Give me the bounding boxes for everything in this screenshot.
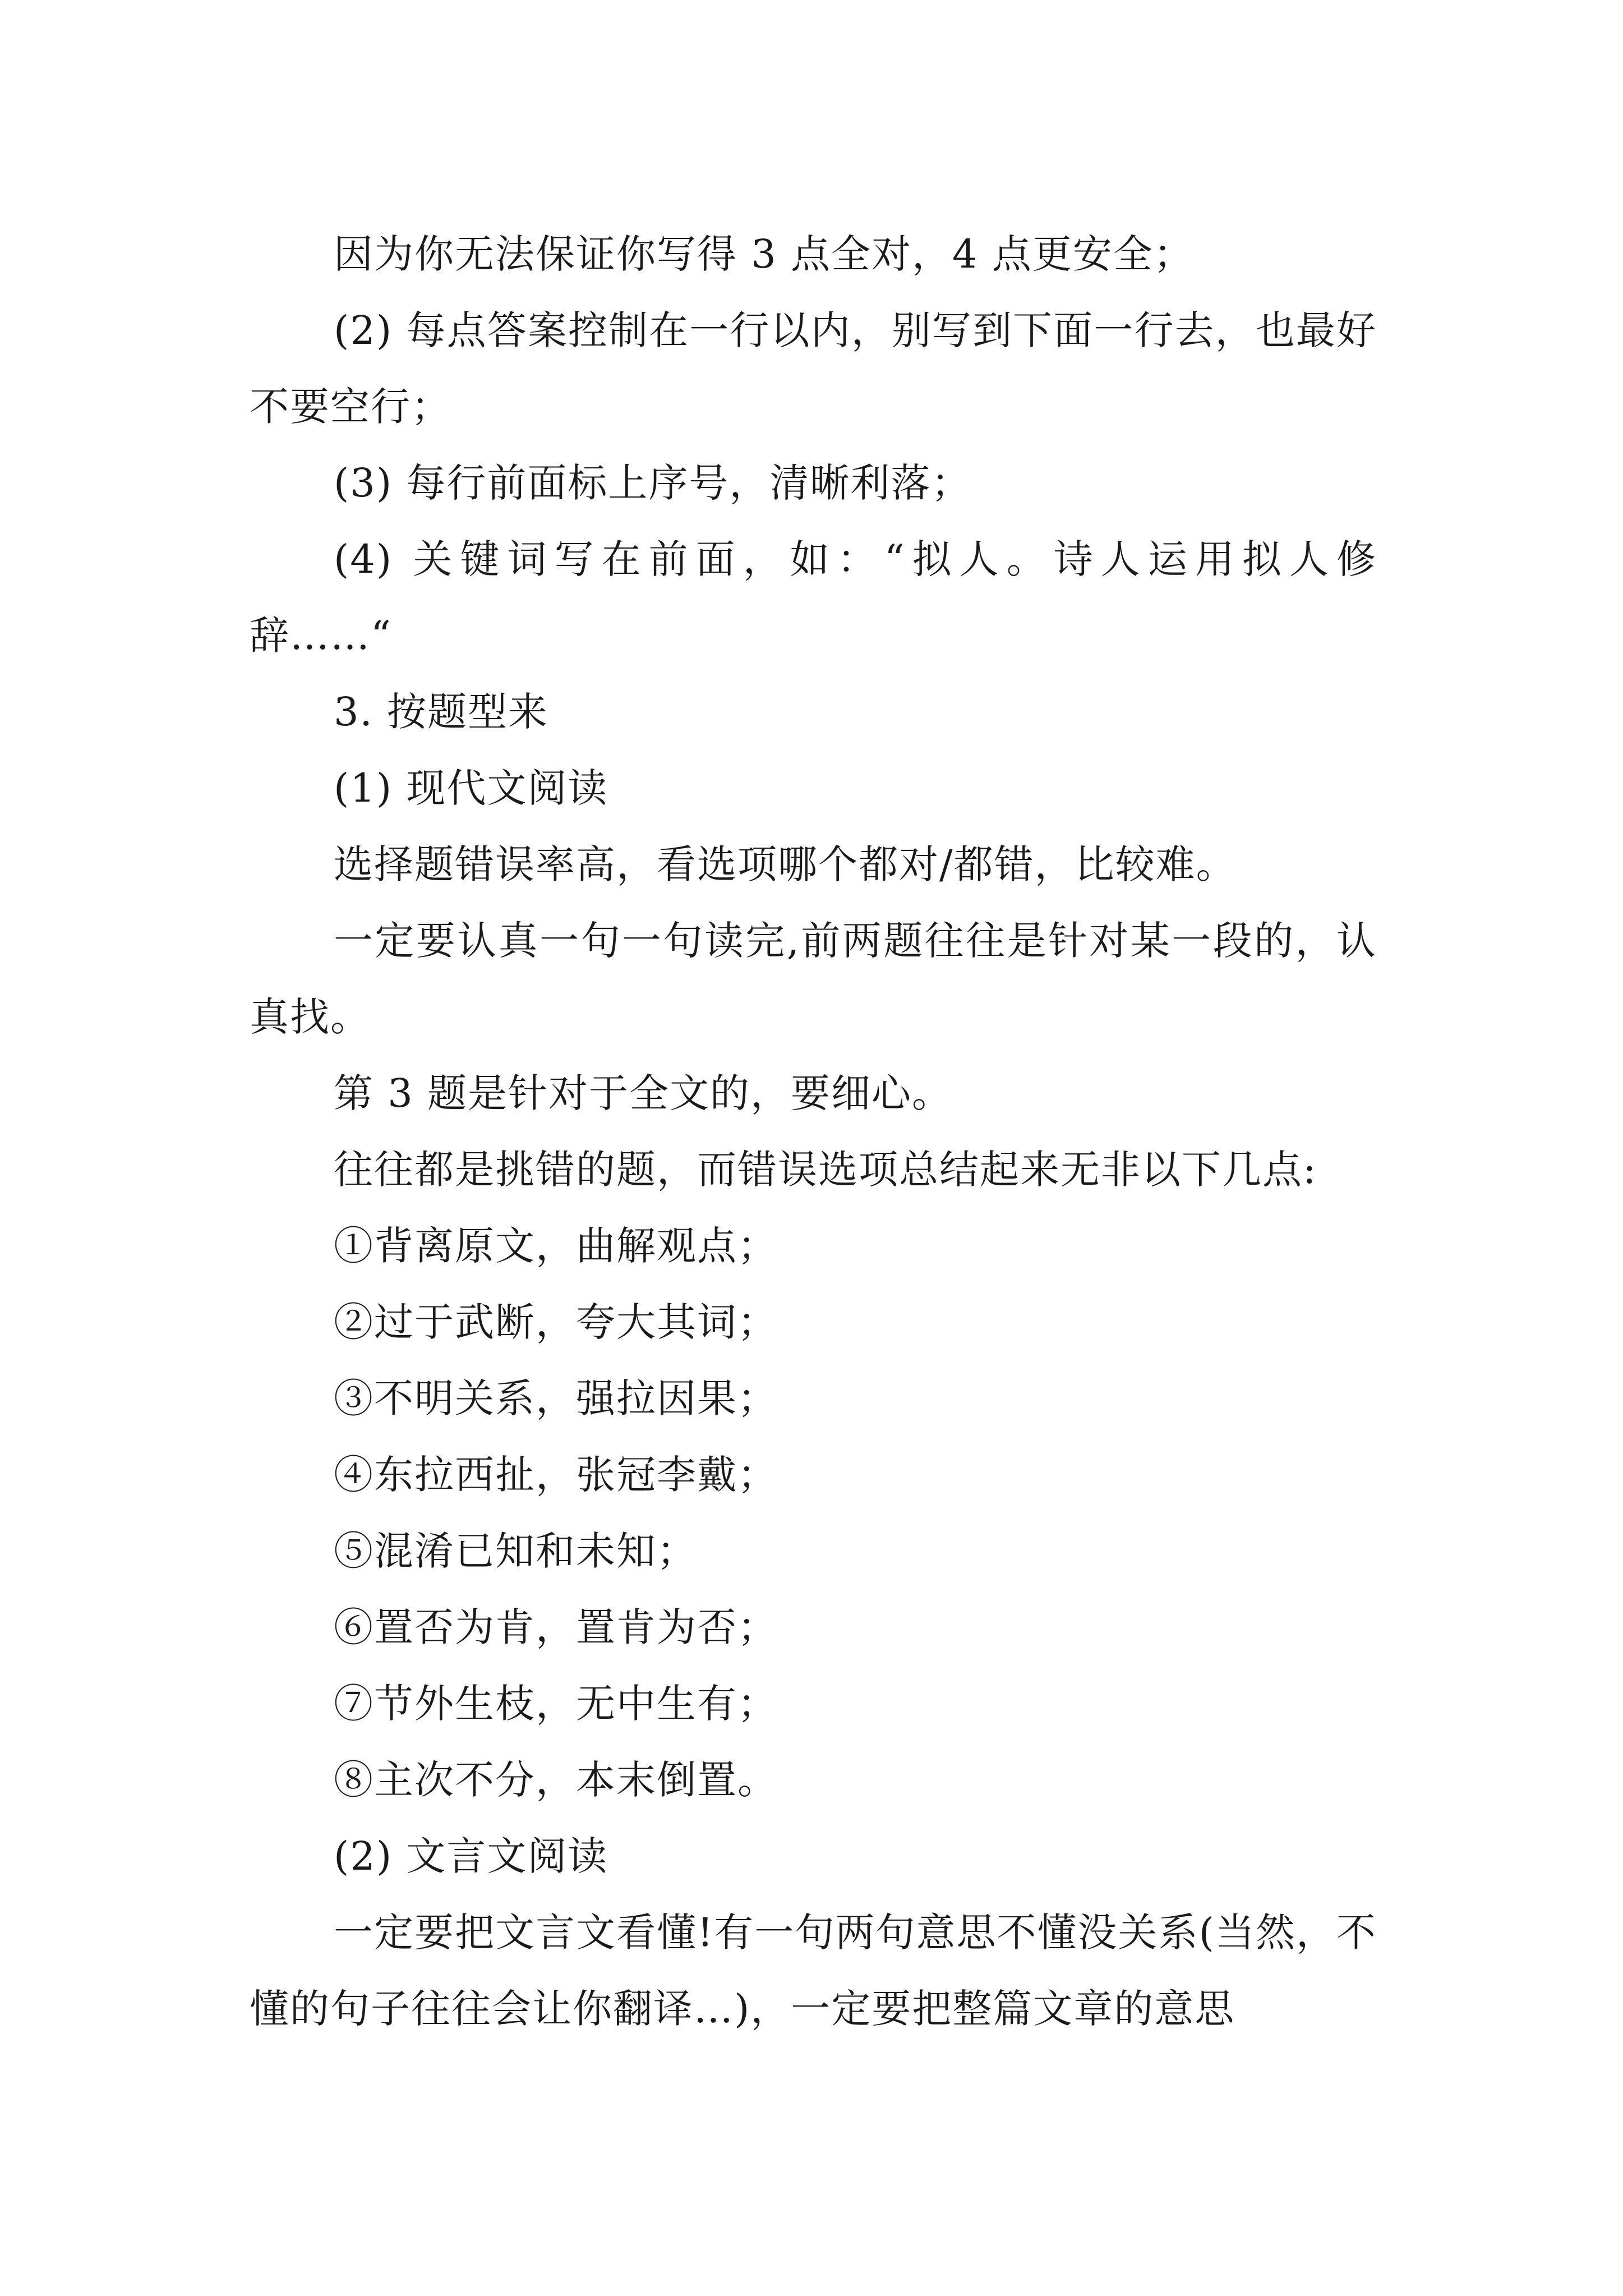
list-item: ④东拉西扯，张冠李戴； (334, 1452, 778, 1498)
list-item: ①背离原文，曲解观点； (334, 1223, 778, 1269)
list-item: ⑥置否为肯，置肯为否； (334, 1604, 778, 1650)
list-item: ⑧主次不分，本末倒置。 (334, 1757, 778, 1803)
paragraph: 一定要认真一句一句读完,前两题往往是针对某一段的，认真找。 (250, 918, 1377, 1040)
paragraph: (3) 每行前面标上序号，清晰利落； (334, 460, 972, 506)
paragraph: 一定要把文言文看懂!有一句两句意思不懂没关系(当然，不懂的句子往往会让你翻译…)，一定要把整篇文章的意思 (250, 1910, 1377, 2032)
paragraph: 因为你无法保证你写得 3 点全对，4 点更安全； (334, 231, 1194, 277)
subsection-heading: (2) 文言文阅读 (334, 1833, 608, 1879)
subsection-heading: (1) 现代文阅读 (334, 765, 608, 811)
list-item: ②过于武断，夸大其词； (334, 1299, 778, 1345)
paragraph: 第 3 题是针对于全文的，要细心。 (334, 1070, 953, 1116)
document-body (250, 216, 1377, 2047)
paragraph: 往往都是挑错的题，而错误选项总结起来无非以下几点: (334, 1147, 1317, 1193)
list-item: ⑤混淆已知和未知； (334, 1528, 697, 1574)
section-heading: 3. 按题型来 (334, 689, 549, 735)
list-item: ⑦节外生枝，无中生有； (334, 1681, 778, 1727)
list-item: ③不明关系，强拉因果； (334, 1375, 778, 1421)
paragraph: (4) 关键词写在前面，如：“拟人。诗人运用拟人修辞……“ (250, 536, 1377, 659)
paragraph: (2) 每点答案控制在一行以内，别写到下面一行去，也最好不要空行； (250, 307, 1377, 430)
paragraph: 选择题错误率高，看选项哪个都对/都错，比较难。 (334, 841, 1237, 887)
